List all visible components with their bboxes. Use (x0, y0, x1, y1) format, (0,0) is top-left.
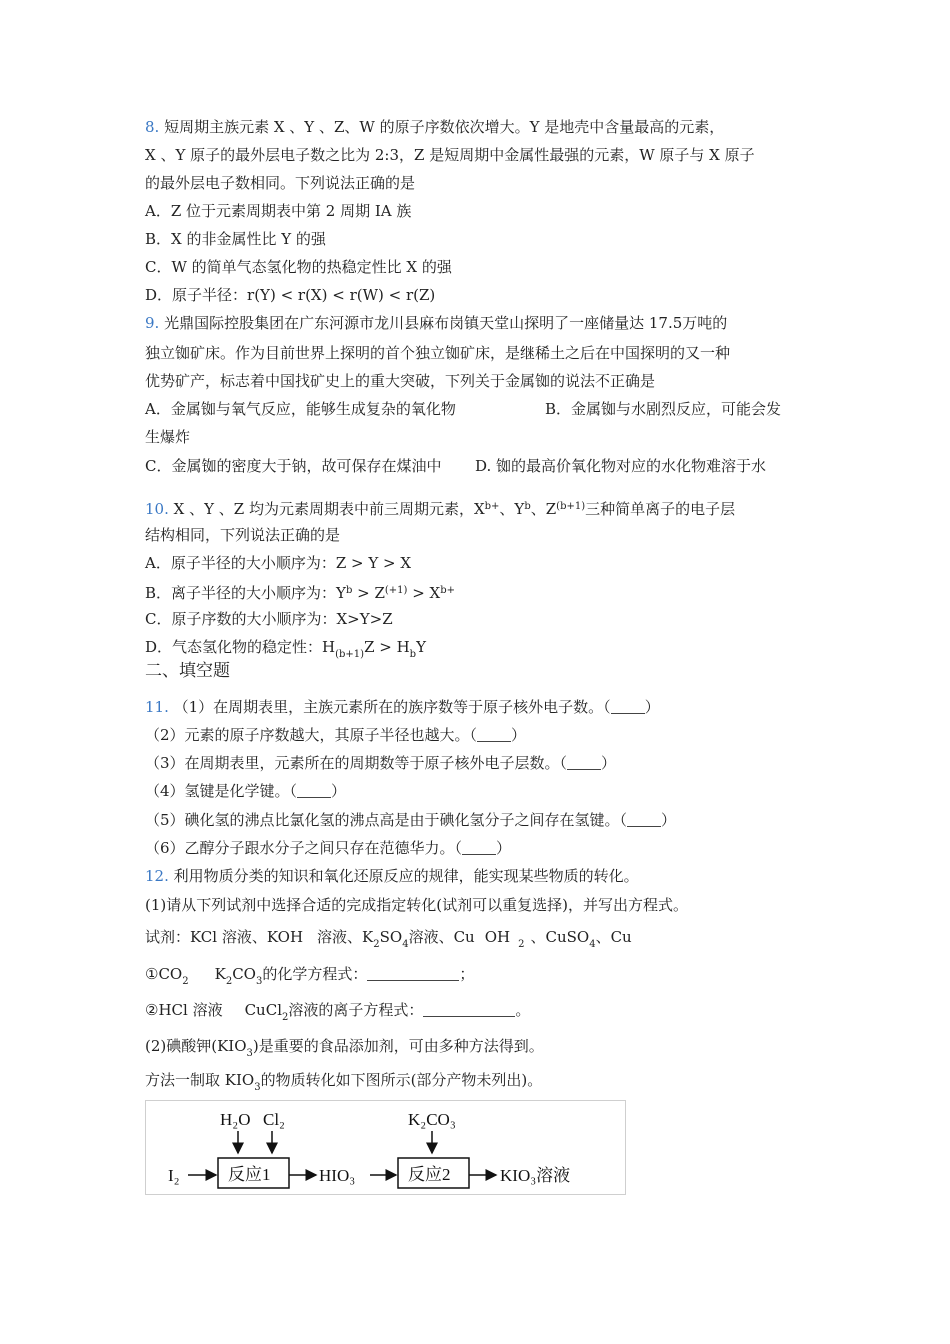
q12-m1-b: 3 (254, 1082, 261, 1093)
q9-option-d: D. 铷的最高价氧化物对应的水化物难溶于水 (475, 457, 767, 475)
q12-m1-c: 的物质转化如下图所示(部分产物未列出)。 (260, 1071, 543, 1089)
q10-b-sup-2: (+1) (384, 585, 408, 596)
q8-option-a: A．Z 位于元素周期表中第 2 周期 ⅠA 族 (145, 202, 412, 220)
q12-r1-e: CO (232, 965, 256, 983)
q8-stem-1: 短周期主族元素 X 、Y 、Z、W 的原子序数依次增大。Y 是地壳中含量最高的元素， (164, 118, 725, 136)
q10-b-text-3: > X (412, 584, 441, 602)
q10-sup-2: b (524, 501, 531, 512)
q10-b-sup-1: b (345, 585, 353, 596)
q9-number: 9. (145, 314, 160, 332)
q10-stem-2: 结构相同，下列说法正确的是 (145, 526, 341, 544)
q11-item-6 (145, 838, 511, 858)
q12-m1-a: 方法一制取 KIO (145, 1071, 255, 1089)
q11-item-3 (145, 753, 616, 773)
q12-r1-h: ； (459, 965, 475, 983)
q11-answer-blank-2[interactable] (477, 727, 511, 742)
q11-item-1-text: （1）在周期表里，主族元素所在的族序数等于原子核外电子数。（ (173, 698, 611, 716)
q11-item-3-text: （3）在周期表里，元素所在的周期数等于原子核外电子层数。（ (145, 754, 568, 772)
q8-number: 8. (145, 118, 160, 136)
q12-p2-b: 3 (246, 1048, 253, 1059)
q10-sup-1: b+ (484, 501, 500, 512)
q10-b-sup-3: b+ (440, 585, 456, 596)
q10-sup-3: (b+1) (556, 501, 586, 512)
q12-reag-j: 4 (589, 939, 596, 950)
q12-stem-1: 利用物质分类的知识和氧化还原反应的规律，能实现某些物质的转化。 (173, 867, 639, 885)
q11-close-4: ） (331, 782, 347, 800)
kio3-flow-diagram (145, 1100, 626, 1195)
q10-d-text-2: Z > H (364, 638, 410, 656)
cl2-label: Cl₂ (263, 1110, 285, 1129)
q8-option-b: B．X 的非金属性比 Y 的强 (145, 230, 326, 248)
q11-number: 11. (145, 698, 169, 716)
q12-r1-f: 3 (255, 976, 263, 987)
q12-reag-g: OH (484, 928, 511, 946)
reaction-2-label: 反应2 (408, 1165, 451, 1184)
q9-line-1 (145, 313, 727, 333)
q12-p2-c: )是重要的食品添加剂，可由多种方法得到。 (252, 1037, 544, 1055)
flow-diagram-svg (146, 1101, 625, 1194)
q8-stem-3: 的最外层电子数相同。下列说法正确的是 (145, 174, 416, 192)
q8-option-c: C．W 的简单气态氢化物的热稳定性比 X 的强 (145, 258, 452, 276)
q12-r1-c: K (214, 965, 226, 983)
q12-r1-b: 2 (182, 976, 189, 987)
q11-item-5-text: （5）碘化氢的沸点比氯化氢的沸点高是由于碘化氢分子之间存在氢键。（ (145, 811, 628, 829)
q11-answer-blank-5[interactable] (627, 812, 661, 827)
q12-r2-a: ②HCl 溶液 (145, 1001, 223, 1019)
q12-reag-b: 溶液、K (317, 928, 374, 946)
q9-option-a: A．金属铷与氧气反应，能够生成复杂的氧化物 (145, 400, 456, 418)
q12-r1-d: 2 (225, 976, 233, 987)
q12-reag-c: 2 (373, 939, 380, 950)
q11-answer-blank-4[interactable] (297, 783, 331, 798)
q10-d-sub-1: (b+1) (335, 649, 365, 660)
q11-item-2 (145, 725, 526, 745)
q9-stem-2: 独立铷矿床。作为目前世界上探明的首个独立铷矿床，是继稀土之后在中国探明的又一种 (145, 344, 731, 362)
q12-answer-blank-2[interactable] (423, 1002, 515, 1017)
kio3-solution-label: KIO₃溶液 (500, 1166, 571, 1185)
q12-answer-blank-1[interactable] (367, 966, 459, 981)
q11-close-6: ） (496, 839, 512, 857)
q9-option-c: C．金属铷的密度大于钠，故可保存在煤油中 (145, 457, 442, 475)
q12-method-1 (145, 1070, 542, 1098)
q12-p2-a: (2)碘酸钾(KIO (145, 1037, 247, 1055)
q10-d-text-1: D．气态氢化物的稳定性：H (145, 638, 336, 656)
q10-b-text-1: B．离子半径的大小顺序为：Y (145, 584, 346, 602)
q10-stem-1a: X 、Y 、Z 均为元素周期表中前三周期元素，X (173, 500, 485, 518)
q9-stem-3: 优势矿产，标志着中国找矿史上的重大突破，下列关于金属铷的说法不正确是 (145, 372, 656, 390)
q11-item-5 (145, 810, 676, 830)
q12-number: 12. (145, 867, 169, 885)
q10-d-text-3: Y (416, 638, 426, 656)
q11-close-1: ） (644, 698, 660, 716)
q12-reaction-1 (145, 964, 474, 992)
q12-reag-a: 试剂：KCl 溶液、KOH (145, 928, 304, 946)
q8-line-1 (145, 117, 724, 137)
q10-option-b (145, 581, 455, 603)
q11-close-3: ） (601, 754, 617, 772)
q12-reaction-2 (145, 1000, 530, 1028)
q9-option-b: B．金属铷与水剧烈反应，可能会发 (545, 400, 782, 418)
q11-answer-blank-6[interactable] (462, 840, 496, 855)
q10-b-text-2: > Z (357, 584, 385, 602)
q9-option-b-cont: 生爆炸 (145, 428, 191, 446)
q12-reag-k: 、Cu (595, 928, 632, 946)
q12-r2-c: 2 (282, 1012, 289, 1023)
q12-r2-b: CuCl (244, 1001, 282, 1019)
reaction-1-label: 反应1 (228, 1165, 271, 1184)
q11-item-6-text: （6）乙醇分子跟水分子之间只存在范德华力。（ (145, 839, 463, 857)
q10-stem-1g: 三种简单离子的电子层 (585, 500, 736, 518)
section-heading: 二、填空题 (145, 661, 230, 681)
q10-number: 10. (145, 500, 169, 518)
q10-line-1 (145, 497, 735, 519)
q10-option-c: C．原子序数的大小顺序为：X>Y>Z (145, 610, 393, 628)
q12-r1-a: ①CO (145, 965, 183, 983)
q12-reag-f: 溶液、Cu (408, 928, 475, 946)
q11-close-2: ） (511, 726, 527, 744)
q12-line-1 (145, 866, 639, 886)
q12-part-2 (145, 1036, 544, 1064)
q11-item-2-text: （2）元素的原子序数越大，其原子半径也越大。（ (145, 726, 478, 744)
q10-stem-1e: 、Z (530, 500, 557, 518)
q12-stem-2: (1)请从下列试剂中选择合适的完成指定转化(试剂可以重复选择)，并写出方程式。 (145, 896, 688, 914)
q12-r2-e: 。 (515, 1001, 531, 1019)
k2co3-label: K₂CO₃ (408, 1110, 456, 1129)
q9-stem-1: 光鼎国际控股集团在广东河源市龙川县麻布岗镇天堂山探明了一座储量达 17.5万吨的 (164, 314, 728, 332)
q12-reag-h: 2 (518, 939, 525, 950)
q11-item-4-text: （4）氢键是化学键。（ (145, 782, 298, 800)
q12-r2-d: 溶液的离子方程式： (288, 1001, 424, 1019)
q10-stem-1c: 、Y (499, 500, 525, 518)
q11-item-4 (145, 781, 346, 801)
q11-item-1 (145, 697, 660, 717)
q12-r1-g: 的化学方程式： (262, 965, 368, 983)
h2o-label: H₂O (220, 1110, 251, 1129)
q12-reag-d: SO (379, 928, 403, 946)
q11-answer-blank-1[interactable] (611, 699, 645, 714)
q11-answer-blank-3[interactable] (567, 755, 601, 770)
q12-reagents (145, 927, 632, 955)
q8-stem-2: X 、Y 原子的最外层电子数之比为 2:3，Z 是短周期中金属性最强的元素，W 原子与 X 原子 (145, 146, 755, 164)
q10-option-a: A．原子半径的大小顺序为：Z > Y > X (145, 554, 412, 572)
q8-option-d: D．原子半径：r(Y) < r(X) < r(W) < r(Z) (145, 286, 436, 304)
q12-reag-i: 、CuSO (530, 928, 590, 946)
q11-close-5: ） (661, 811, 677, 829)
q10-d-sub-2: b (409, 649, 417, 660)
q12-reag-e: 4 (402, 939, 409, 950)
hio3-label: HIO₃ (319, 1166, 356, 1185)
i2-label: I₂ (168, 1166, 180, 1185)
